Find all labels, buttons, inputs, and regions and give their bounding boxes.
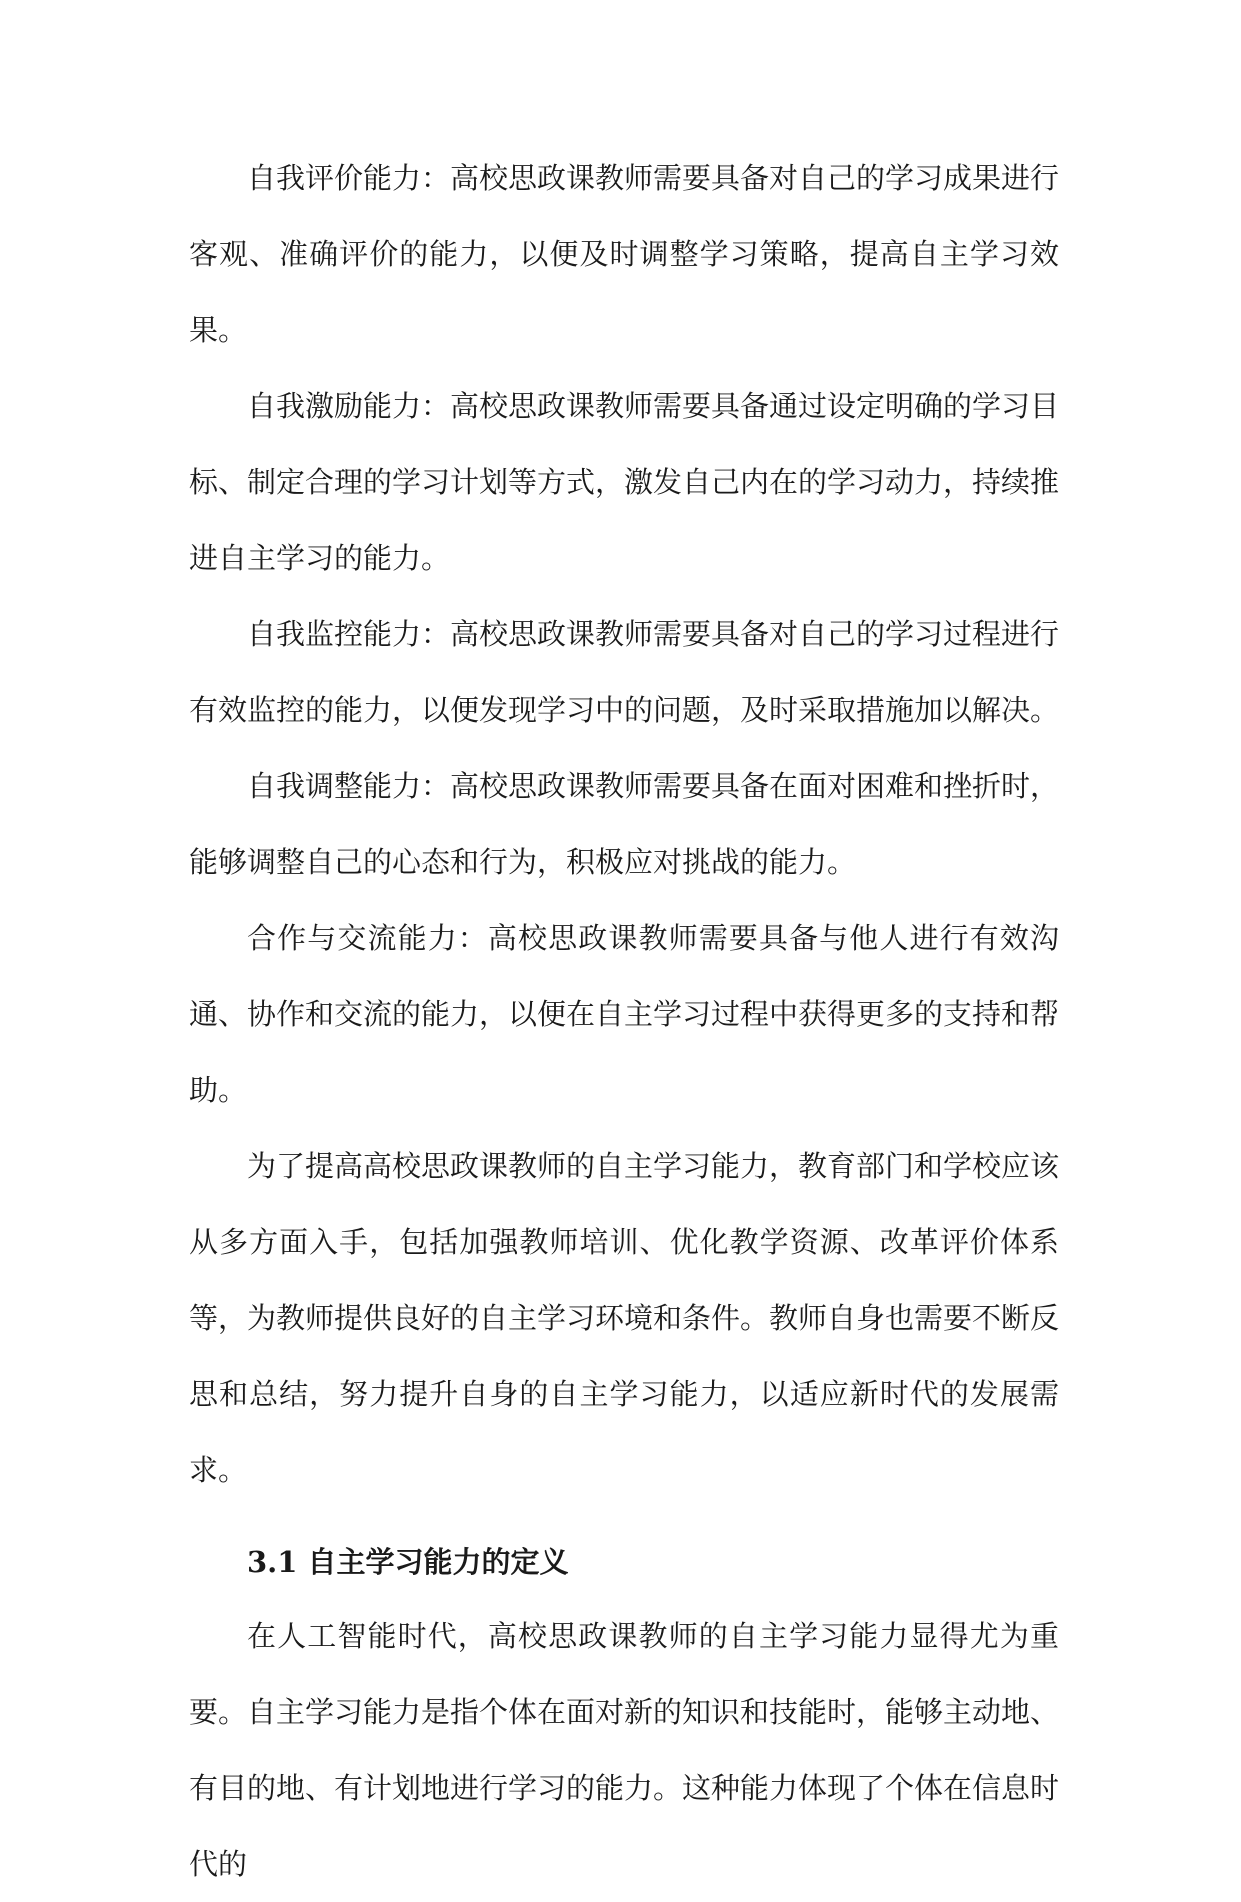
paragraph-self-adjustment: 自我调整能力：高校思政课教师需要具备在面对困难和挫折时，能够调整自己的心态和行为，积极应对挑战的能力。 (189, 769, 1060, 879)
section-heading: 3.1 自主学习能力的定义 (247, 1545, 569, 1579)
paragraph-self-monitoring: 自我监控能力：高校思政课教师需要具备对自己的学习过程进行有效监控的能力，以便发现学习中的问题，及时采取措施加以解决。 (189, 617, 1060, 727)
paragraph-self-evaluation: 自我评价能力：高校思政课教师需要具备对自己的学习成果进行客观、准确评价的能力，以便及时调整学习策略，提高自主学习效果。 (189, 161, 1060, 347)
paragraph-improvement-measures: 为了提高高校思政课教师的自主学习能力，教育部门和学校应该从多方面入手，包括加强教师培训、优化教学资源、改革评价体系等，为教师提供良好的自主学习环境和条件。教师自身也需要不断反思和总结，努力提升自身的自主学习能力，以适应新时代的发展需求。 (189, 1149, 1060, 1487)
paragraph-self-motivation: 自我激励能力：高校思政课教师需要具备通过设定明确的学习目标、制定合理的学习计划等方式，激发自己内在的学习动力，持续推进自主学习的能力。 (189, 389, 1060, 575)
document-body (189, 140, 1059, 1902)
paragraph-cooperation-communication: 合作与交流能力：高校思政课教师需要具备与他人进行有效沟通、协作和交流的能力，以便在自主学习过程中获得更多的支持和帮助。 (189, 921, 1060, 1107)
paragraph-definition: 在人工智能时代，高校思政课教师的自主学习能力显得尤为重要。自主学习能力是指个体在面对新的知识和技能时，能够主动地、有目的地、有计划地进行学习的能力。这种能力体现了个体在信息时代的 (189, 1619, 1060, 1881)
